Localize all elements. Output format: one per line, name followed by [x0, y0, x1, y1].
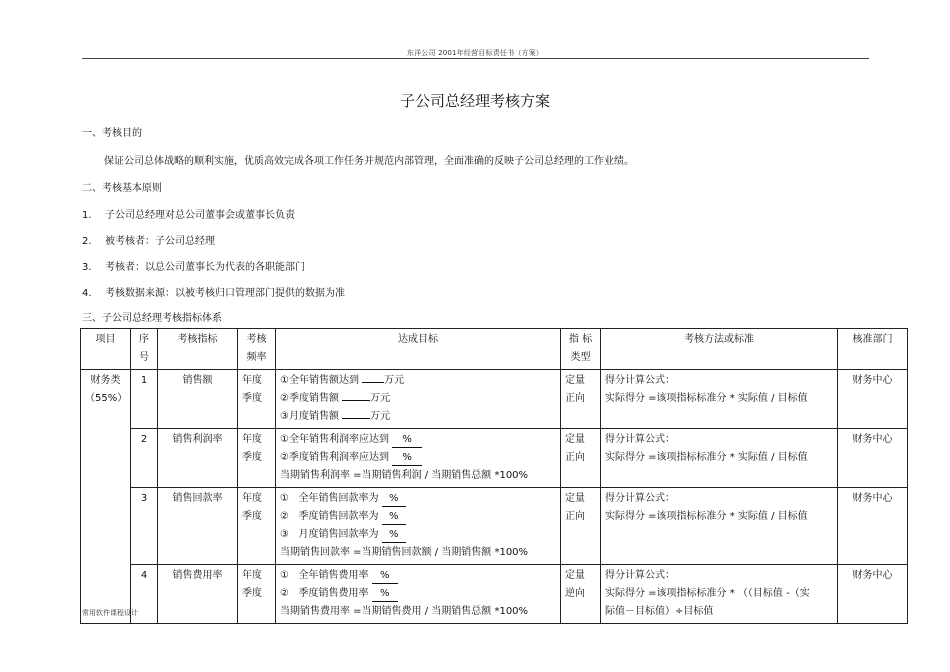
method-cell: 得分计算公式： 实际得分 =该项指标标准分 * （（目标值 -（实 际值－目标值）÷目标值 — [601, 565, 838, 624]
header-seq: 序 号 — [131, 329, 158, 370]
table-header-row — [81, 329, 908, 370]
category-cell: 财务类 （55%） — [81, 370, 131, 624]
principle-item — [82, 284, 345, 299]
blank-field — [342, 418, 370, 419]
header-frequency: 考核 频率 — [238, 329, 276, 370]
principle-text: 被考核者：子公司总经理 — [105, 236, 215, 247]
seq-cell: 4 — [131, 565, 158, 624]
frequency-cell: 年度 季度 — [238, 429, 276, 488]
document-title: 子公司总经理考核方案 — [399, 92, 550, 110]
blank-field — [342, 400, 370, 401]
type-cell: 定量 正向 — [561, 370, 601, 429]
blank-field — [362, 382, 384, 383]
frequency-cell: 年度 季度 — [238, 565, 276, 624]
formula-text: 当期销售费用率 =当期销售费用 / 当期销售总额 *100% — [280, 606, 529, 617]
frequency-cell: 年度 季度 — [238, 488, 276, 565]
principle-number: 3. — [82, 262, 92, 273]
indicator-cell: 销售费用率 — [158, 565, 238, 624]
indicator-cell: 销售回款率 — [158, 488, 238, 565]
table-row — [81, 370, 908, 429]
dept-cell: 财务中心 — [838, 488, 908, 565]
section-heading-kpi: 三、子公司总经理考核指标体系 — [82, 313, 222, 324]
blank-field: % — [382, 528, 406, 543]
target-cell: ① 全年销售回款率为 % ② 季度销售回款率为 % ③ 月度销售回款率为 % 当期销售回款率 =当期销售回款额 / 当期销售额 *100% — [276, 488, 561, 565]
blank-field: % — [392, 433, 422, 448]
principle-text: 考核数据来源：以被考核归口管理部门提供的数据为准 — [105, 288, 345, 299]
target-cell: ①全年销售利润率应达到 % ②季度销售利润率应达到 % 当期销售利润率 =当期销售利润 / 当期销售总额 *100% — [276, 429, 561, 488]
seq-cell: 2 — [131, 429, 158, 488]
table-row — [81, 488, 908, 565]
principle-number: 4. — [82, 288, 92, 299]
principle-item — [82, 258, 305, 273]
section-body-purpose: 保证公司总体战略的顺利实施，优质高效完成各项工作任务并规范内部管理，全面准确的反映子公司总经理的工作业绩。 — [104, 156, 634, 167]
type-cell: 定量 正向 — [561, 429, 601, 488]
principle-item — [82, 232, 215, 247]
method-cell: 得分计算公式： 实际得分 =该项指标标准分 * 实际值 / 目标值 — [601, 370, 838, 429]
header-method: 考核方法或标准 — [601, 329, 838, 370]
seq-cell: 1 — [131, 370, 158, 429]
principle-item — [82, 206, 295, 221]
indicator-cell: 销售利润率 — [158, 429, 238, 488]
blank-field: % — [372, 569, 398, 584]
section-heading-principles: 二、考核基本原则 — [82, 183, 162, 194]
header-item: 项目 — [81, 329, 131, 370]
dept-cell: 财务中心 — [838, 370, 908, 429]
principle-number: 2. — [82, 236, 92, 247]
blank-field: % — [382, 510, 406, 525]
blank-field: % — [382, 492, 406, 507]
header-target: 达成目标 — [276, 329, 561, 370]
formula-text: 当期销售回款率 =当期销售回款额 / 当期销售额 *100% — [280, 547, 529, 558]
type-cell: 定量 正向 — [561, 488, 601, 565]
indicator-cell: 销售额 — [158, 370, 238, 429]
section-heading-purpose: 一、考核目的 — [82, 128, 142, 139]
page-footer: 常用软件课程设计 — [82, 609, 138, 617]
running-header: 东洋公司 2001年经营目标责任书（方案） — [406, 49, 544, 57]
blank-field: % — [372, 587, 398, 602]
formula-text: 当期销售利润率 =当期销售利润 / 当期销售总额 *100% — [280, 470, 529, 481]
header-rule — [82, 58, 869, 59]
blank-field: % — [392, 451, 422, 466]
target-cell: ① 全年销售费用率 % ② 季度销售费用率 % 当期销售费用率 =当期销售费用 / 当期销售总额 *100% — [276, 565, 561, 624]
target-cell: ①全年销售额达到 万元 ②季度销售额 万元 ③月度销售额 万元 — [276, 370, 561, 429]
kpi-table — [80, 328, 908, 624]
principle-number: 1. — [82, 210, 92, 221]
frequency-cell: 年度 季度 — [238, 370, 276, 429]
seq-cell: 3 — [131, 488, 158, 565]
table-row — [81, 565, 908, 624]
table-row — [81, 429, 908, 488]
dept-cell: 财务中心 — [838, 565, 908, 624]
header-type: 指 标 类型 — [561, 329, 601, 370]
principle-text: 子公司总经理对总公司董事会或董事长负责 — [105, 210, 295, 221]
method-cell: 得分计算公式： 实际得分 =该项指标标准分 * 实际值 / 目标值 — [601, 488, 838, 565]
method-cell: 得分计算公式： 实际得分 =该项指标标准分 * 实际值 / 目标值 — [601, 429, 838, 488]
dept-cell: 财务中心 — [838, 429, 908, 488]
header-indicator: 考核指标 — [158, 329, 238, 370]
principle-text: 考核者：以总公司董事长为代表的各职能部门 — [105, 262, 305, 273]
type-cell: 定量 逆向 — [561, 565, 601, 624]
header-dept: 核准部门 — [838, 329, 908, 370]
